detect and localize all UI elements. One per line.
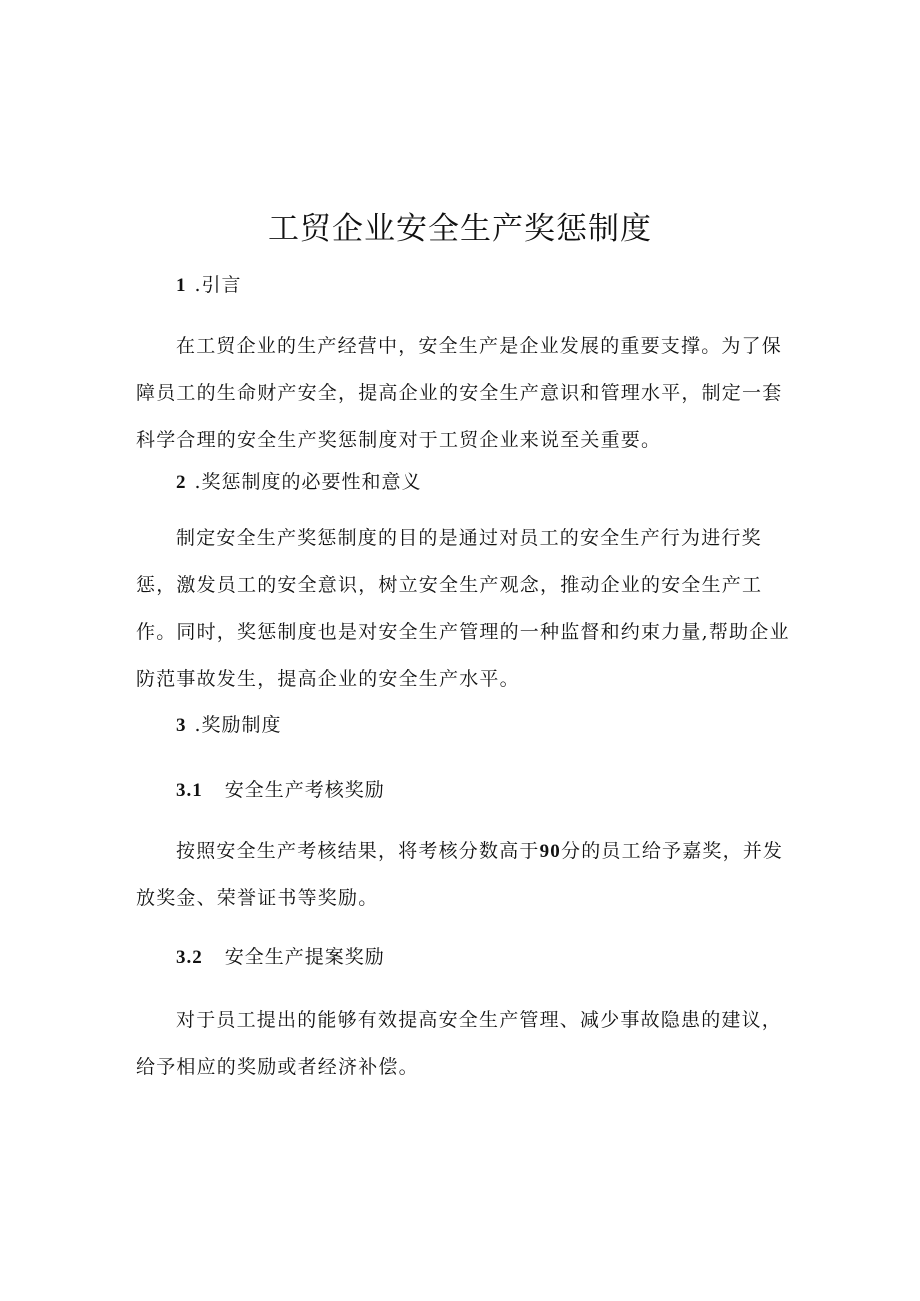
- section-3-1-number: 3.1: [176, 780, 203, 801]
- section-3-2-paragraph: [136, 997, 796, 1091]
- section-3-1-paragraph: [136, 828, 796, 922]
- paragraph-line: 作。同时，奖惩制度也是对安全生产管理的一种监督和约束力量,帮助企业: [136, 621, 790, 643]
- section-1-title: .引言: [194, 274, 242, 296]
- document-title: 工贸企业安全生产奖惩制度: [268, 211, 652, 247]
- section-2-number: 2: [176, 472, 187, 493]
- paragraph-line: 放奖金、荣誉证书等奖励。: [136, 887, 379, 909]
- section-2-heading: [176, 467, 422, 498]
- paragraph-line: [136, 828, 796, 875]
- paragraph-line: 防范事故发生，提高企业的安全生产水平。: [136, 668, 520, 690]
- section-3-2-heading: [176, 942, 385, 973]
- paragraph-line: 在工贸企业的生产经营中，安全生产是企业发展的重要支撑。为了保: [176, 335, 783, 357]
- paragraph-line: 惩，激发员工的安全意识，树立安全生产观念，推动企业的安全生产工: [136, 574, 763, 596]
- section-1-heading: [176, 270, 242, 301]
- section-3-number: 3: [176, 715, 187, 736]
- section-3-2-number: 3.2: [176, 947, 203, 968]
- section-3-heading: [176, 710, 282, 741]
- paragraph-line: 制定安全生产奖惩制度的目的是通过对员工的安全生产行为进行奖: [176, 527, 762, 549]
- score-threshold: 90: [539, 841, 562, 862]
- line-text-after: 分的员工给予嘉奖，并发: [561, 840, 784, 862]
- line-text-before: 按照安全生产考核结果，将考核分数高于: [176, 840, 540, 862]
- paragraph-line: 科学合理的安全生产奖惩制度对于工贸企业来说至关重要。: [136, 429, 662, 451]
- section-3-1-heading: [176, 775, 385, 806]
- section-2-title: .奖惩制度的必要性和意义: [194, 471, 422, 493]
- section-2-paragraph: [136, 515, 796, 703]
- section-3-2-title: 安全生产提案奖励: [224, 946, 385, 968]
- section-1-paragraph: [136, 323, 796, 464]
- section-3-title: .奖励制度: [194, 714, 282, 736]
- paragraph-line: 对于员工提出的能够有效提高安全生产管理、减少事故隐患的建议，: [176, 1009, 783, 1031]
- section-1-number: 1: [176, 275, 187, 296]
- section-3-1-title: 安全生产考核奖励: [224, 779, 385, 801]
- paragraph-line: 障员工的生命财产安全，提高企业的安全生产意识和管理水平，制定一套: [136, 382, 783, 404]
- paragraph-line: 给予相应的奖励或者经济补偿。: [136, 1056, 419, 1078]
